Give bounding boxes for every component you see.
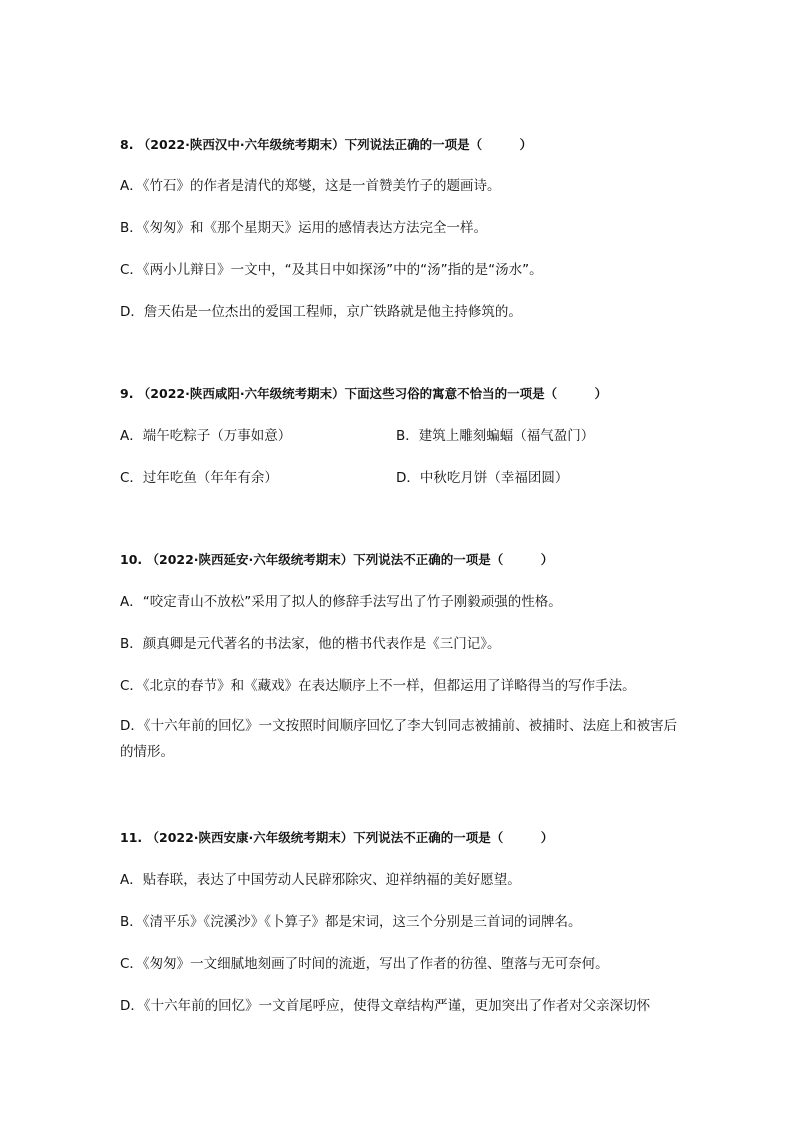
- option-d: D．《十六年前的回忆》一文按照时间顺序回忆了李大钊同志被捕前、被捕时、法庭上和被害后的情形。: [120, 718, 678, 760]
- option-d: D．中秋吃月饼（幸福团圆）: [396, 470, 569, 486]
- option-c: C．过年吃鱼（年年有余）: [120, 470, 278, 486]
- option-c: C．《北京的春节》和《藏戏》在表达顺序上不一样，但都运用了详略得当的写作手法。: [120, 678, 636, 694]
- question-stem: 9. （2022·陕西咸阳·六年级统考期末）下面这些习俗的寓意不恰当的一项是（ ）: [120, 386, 608, 401]
- option-a: A．端午吃粽子（万事如意）: [120, 428, 292, 444]
- option-a: A．贴春联，表达了中国劳动人民辟邪除灾、迎祥纳福的美好愿望。: [120, 872, 521, 888]
- question-stem: 11. （2022·陕西安康·六年级统考期末）下列说法不正确的一项是（ ）: [120, 830, 554, 845]
- option-c: C．《匆匆》一文细腻地刻画了时间的流逝，写出了作者的彷徨、堕落与无可奈何。: [120, 956, 609, 972]
- option-a: A．《竹石》的作者是清代的郑燮，这是一首赞美竹子的题画诗。: [120, 178, 501, 194]
- question-stem: 10. （2022·陕西延安·六年级统考期末）下列说法不正确的一项是（ ）: [120, 552, 554, 567]
- option-c: C．《两小儿辩日》一文中，“及其日中如探汤”中的“汤”指的是“汤水”。: [120, 262, 543, 278]
- option-b: B．颜真卿是元代著名的书法家，他的楷书代表作是《三门记》。: [120, 636, 501, 652]
- option-b: B．《匆匆》和《那个星期天》运用的感情表达方法完全一样。: [120, 220, 488, 236]
- option-a: A．“咬定青山不放松”采用了拟人的修辞手法写出了竹子刚毅顽强的性格。: [120, 594, 562, 610]
- option-b: B．《清平乐》《浣溪沙》《卜算子》都是宋词，这三个分别是三首词的词牌名。: [120, 914, 582, 930]
- option-d: D．《十六年前的回忆》一文首尾呼应，使得文章结构严谨，更加突出了作者对父亲深切怀: [120, 998, 651, 1014]
- question-stem: 8. （2022·陕西汉中·六年级统考期末）下列说法正确的一项是（ ）: [120, 137, 533, 152]
- option-d: D．詹天佑是一位杰出的爱国工程师，京广铁路就是他主持修筑的。: [120, 304, 522, 320]
- option-b: B．建筑上雕刻蝙蝠（福气盈门）: [396, 428, 595, 444]
